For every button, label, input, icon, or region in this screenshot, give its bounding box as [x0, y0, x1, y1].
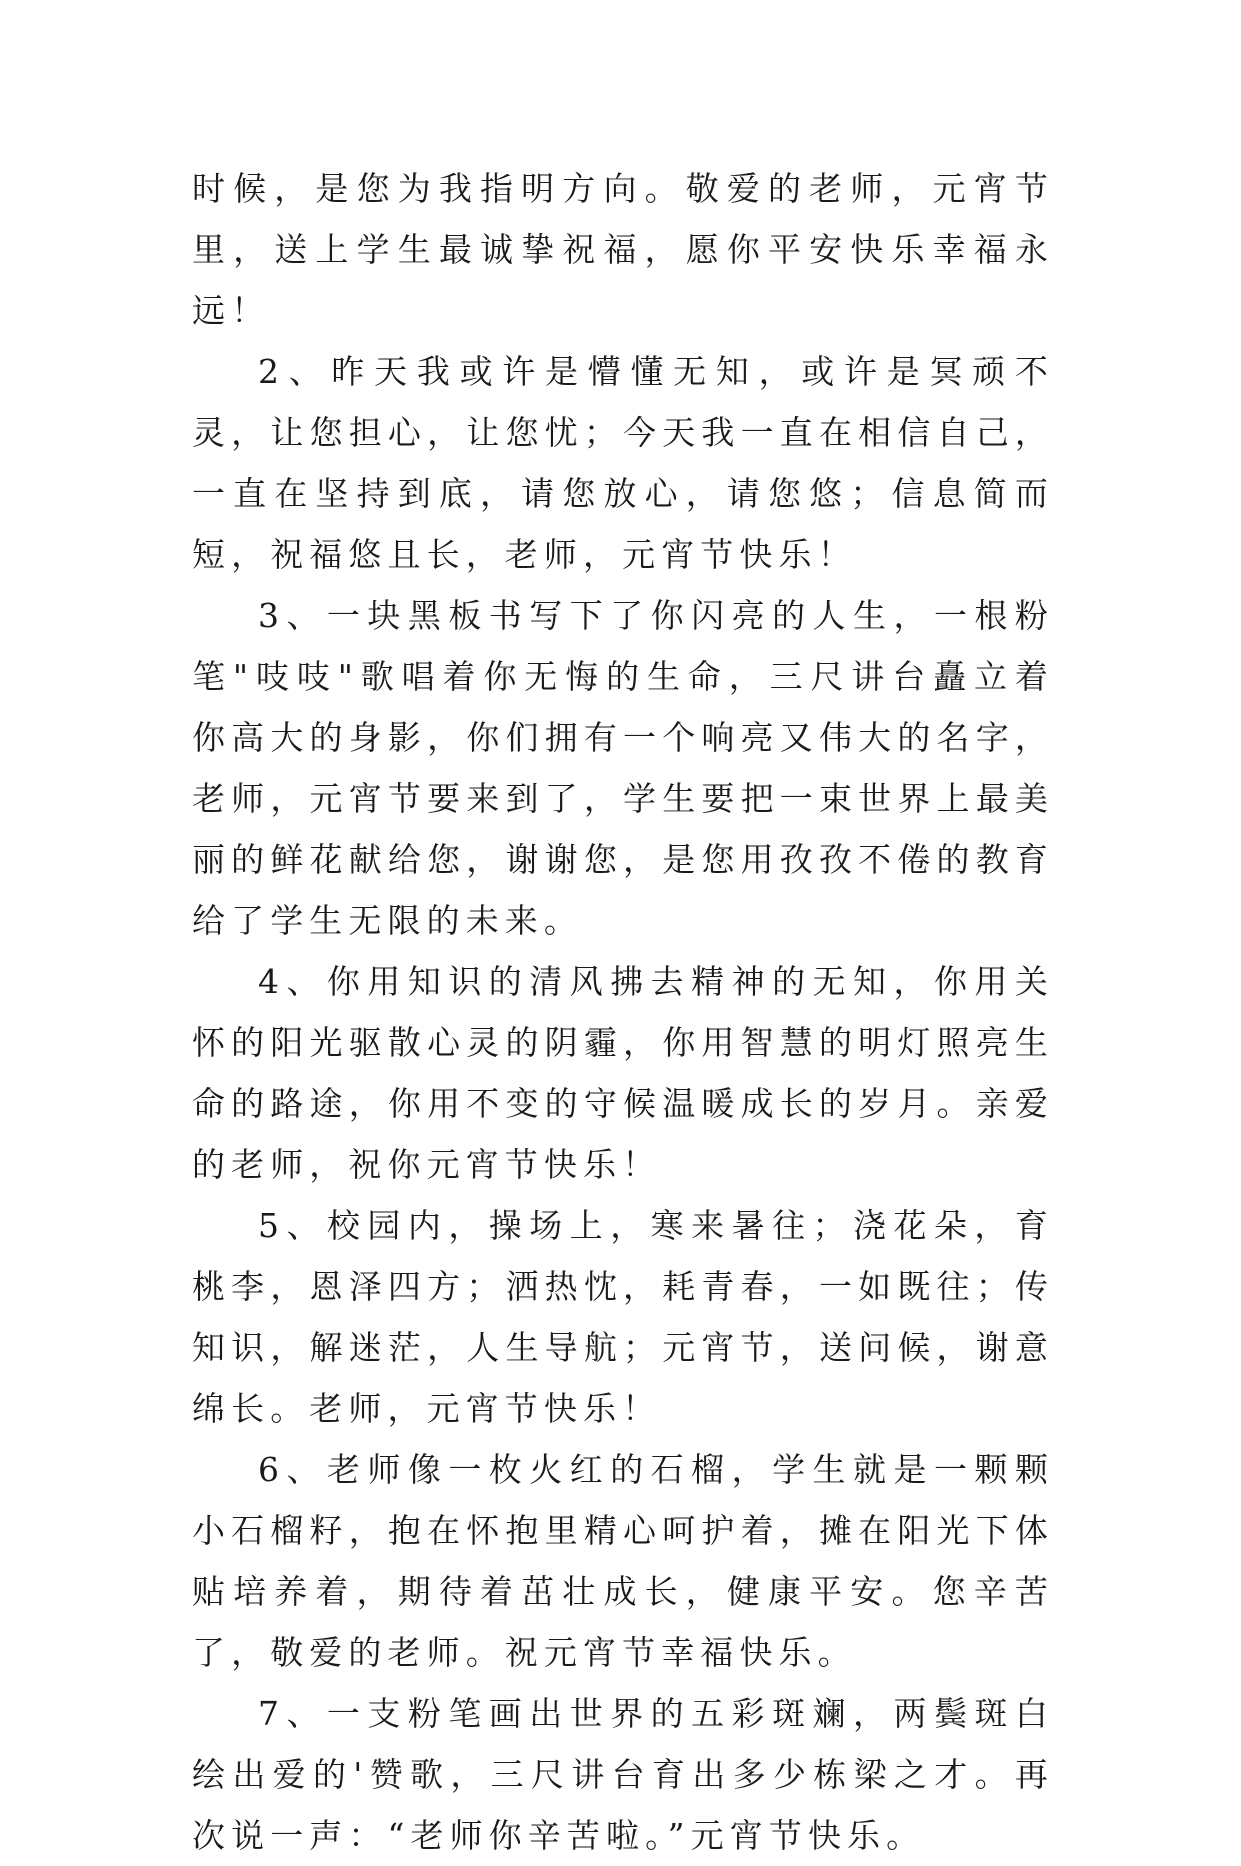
- paragraph-item-3: 3、一块黑板书写下了你闪亮的人生，一根粉笔"吱吱"歌唱着你无悔的生命，三尺讲台矗立着你高大的身影，你们拥有一个响亮又伟大的名字，老师，元宵节要来到了，学生要把一束世界上最美丽的鲜花献给您，谢谢您，是您用孜孜不倦的教育给了学生无限的未来。: [192, 596, 1054, 940]
- document-page: [192, 158, 1054, 1866]
- paragraph-item-2: 2、昨天我或许是懵懂无知，或许是冥顽不灵，让您担心，让您忧；今天我一直在相信自己，一直在坚持到底，请您放心，请您悠；信息简而短，祝福悠且长，老师，元宵节快乐！: [192, 352, 1054, 574]
- paragraph-item-5: 5、校园内，操场上，寒来暑往；浇花朵，育桃李，恩泽四方；洒热忱，耗青春，一如既往；传知识，解迷茫，人生导航；元宵节，送问候，谢意绵长。老师，元宵节快乐！: [192, 1206, 1054, 1428]
- paragraph-item-7: 7、一支粉笔画出世界的五彩斑斓，两鬓斑白绘出爱的'赞歌，三尺讲台育出多少栋梁之才。再次说一声：“老师你辛苦啦。”元宵节快乐。: [192, 1694, 1054, 1855]
- paragraph-item-6: 6、老师像一枚火红的石榴，学生就是一颗颗小石榴籽，抱在怀抱里精心呵护着，摊在阳光下体贴培养着，期待着茁壮成长，健康平安。您辛苦了，敬爱的老师。祝元宵节幸福快乐。: [192, 1450, 1054, 1672]
- paragraph-item-4: 4、你用知识的清风拂去精神的无知，你用关怀的阳光驱散心灵的阴霾，你用智慧的明灯照亮生命的路途，你用不变的守候温暖成长的岁月。亲爱的老师，祝你元宵节快乐！: [192, 962, 1054, 1184]
- paragraph-continuation: 时候，是您为我指明方向。敬爱的老师，元宵节里，送上学生最诚挚祝福，愿你平安快乐幸福永远！: [192, 169, 1054, 330]
